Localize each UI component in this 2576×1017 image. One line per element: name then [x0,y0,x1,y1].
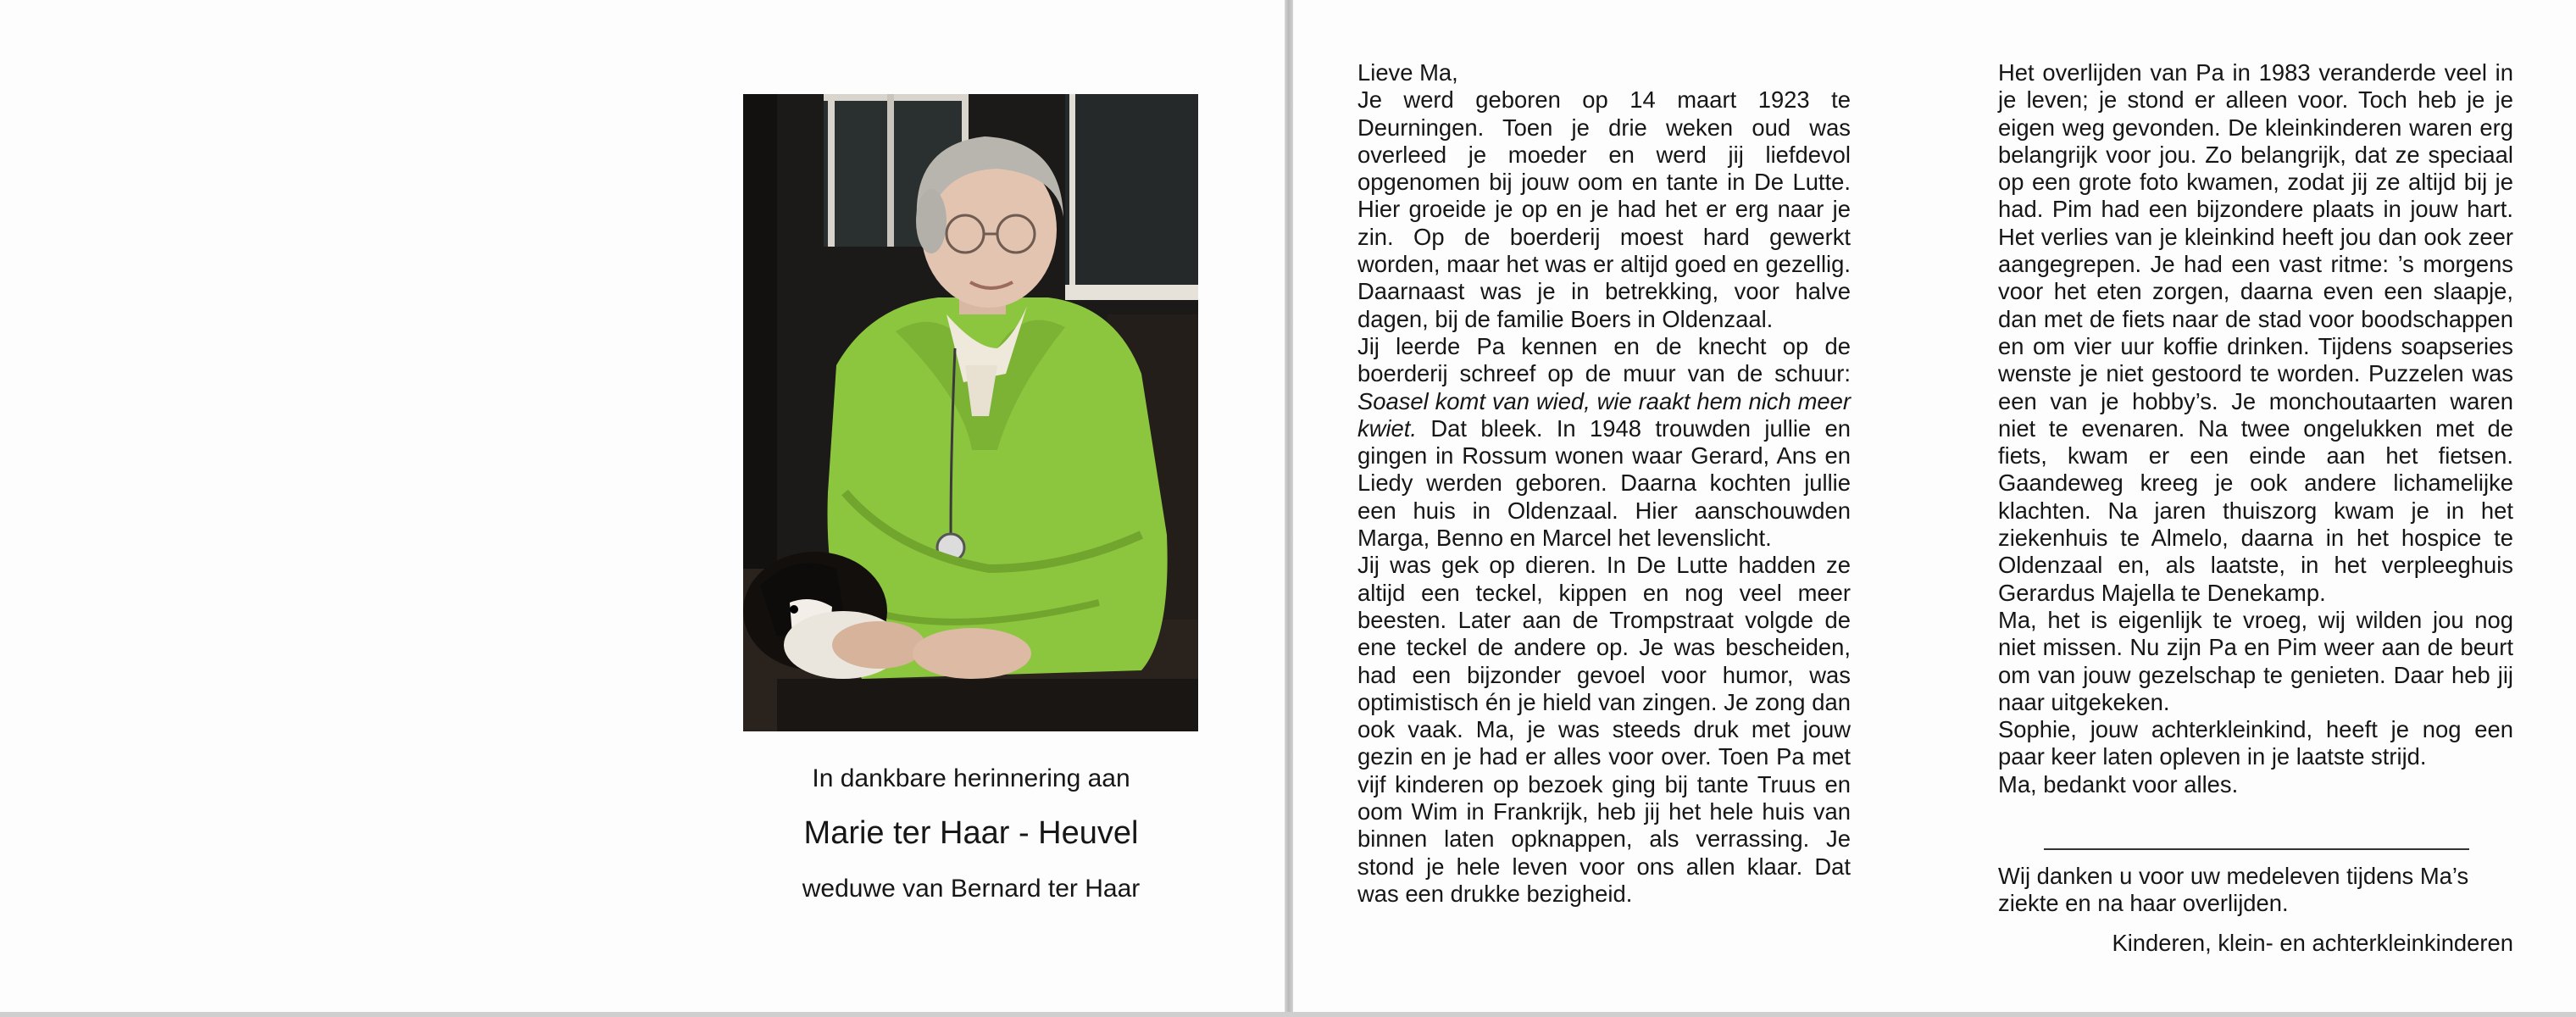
letter-greeting: Lieve Ma, [1357,59,1458,86]
letter-paragraph: Je werd geboren op 14 maart 1923 te Deurningen. Toen je drie weken oud was overleed je moeder en werd jij liefdevol opgenomen bij jouw oom en tante in De Lutte. Hier groeide je op en je had het er erg naar je zin. Op de boerderij moest hard gewerkt worden, maar het was er altijd goed en gezellig. Daarnaast was je in betrekking, voor halve dagen, bij de familie Boers in Oldenzaal. [1357,86,1851,332]
deceased-name: Marie ter Haar - Heuvel [803,815,1139,851]
card-fold [1285,0,1293,1017]
portrait-photo [743,94,1198,731]
letter-text: Dat bleek. In 1948 trouwden jullie en gingen in Rossum wonen waar Gerard, Ans en Liedy werden geboren. Daarna kochten jullie een huis in Oldenzaal. Hier aanschouwden Marga, Benno en Marcel het levenslicht. [1357,414,1851,552]
letter-paragraph: Ma, het is eigenlijk te vroeg, wij wilden jou nog niet missen. Nu zijn Pa en Pim weer aan de beurt om van jouw gezelschap te genieten. Daar heb jij naar uitgekeken. [1998,606,2513,715]
letter-paragraph: Jij was gek op dieren. In De Lutte hadden ze altijd een teckel, kippen en nog veel meer beesten. Later aan de Trompstraat volgde de ene teckel de andere op. Je was bescheiden, had een bijzonder gevoel voor humor, was optimistisch én je hield van zingen. Je zong dan ook vaak. Ma, je was steeds druk met jouw gezin en je had er alles voor over. Toen Pa met vijf kinderen op bezoek ging bij tante Truus en oom Wim in Frankrijk, heb jij het hele huis van binnen laten opknappen, als verrassing. Je stond je hele leven voor ons allen klaar. Dat was een drukke bezigheid. [1357,552,1851,907]
card-bottom-edge [0,1012,2576,1017]
divider-line [2044,848,2469,850]
letter-column-left [1357,59,1851,908]
card-front-panel [0,0,1285,1012]
intro-line: In dankbare herinnering aan [812,764,1130,792]
letter-closing: Ma, bedankt voor alles. [1998,770,2239,797]
signoff: Kinderen, klein- en achterkleinkinderen [2112,930,2513,956]
letter-paragraph [1357,333,1851,552]
thanks-note [1998,863,2513,918]
barn-wall-quote: Soasel komt van wied, wie raakt hem nich meer kwiet. [1357,387,1851,442]
letter-text: Jij leerde Pa kennen en de knecht op de boerderij schreef op de muur van de schuur: [1357,332,1851,387]
portrait-image [743,94,1198,731]
widow-line: weduwe van Bernard ter Haar [802,875,1141,903]
letter-paragraph: Het overlijden van Pa in 1983 veranderde veel in je leven; je stond er alleen voor. Toch heb je je eigen weg gevonden. De kleinkinderen waren erg belangrijk voor jou. Zo belangrijk, dat ze speciaal op een grote foto kwamen, zodat jij ze altijd bij je had. Pim had een bijzondere plaats in jouw hart. Het verlies van je kleinkind heeft jou dan ook zeer aangegrepen. Je had een vast ritme: ’s morgens voor het eten zorgen, daarna even een slaapje, dan met de fiets naar de stad voor boodschappen en om vier uur koffie drinken. Tijdens soapseries wenste je niet gestoord te worden. Puzzelen was een van je hobby’s. Je monchoutaarten waren niet te evenaren. Na twee ongelukken met de fiets, kwam er een einde aan het fietsen. Gaandeweg kreeg je ook andere lichamelijke klachten. Na jaren thuiszorg kwam je in het ziekenhuis te Almelo, daarna in het hospice te Oldenzaal en, als laatste, in het verpleeghuis Gerardus Majella te Denekamp. [1998,59,2513,606]
letter-paragraph: Sophie, jouw achterkleinkind, heeft je nog een paar keer laten opleven in je laatste strijd. [1998,716,2513,770]
letter-column-right [1998,59,2513,798]
thanks-text: Wij danken u voor uw medeleven tijdens Ma’s ziekte en na haar overlijden. [1998,863,2469,917]
